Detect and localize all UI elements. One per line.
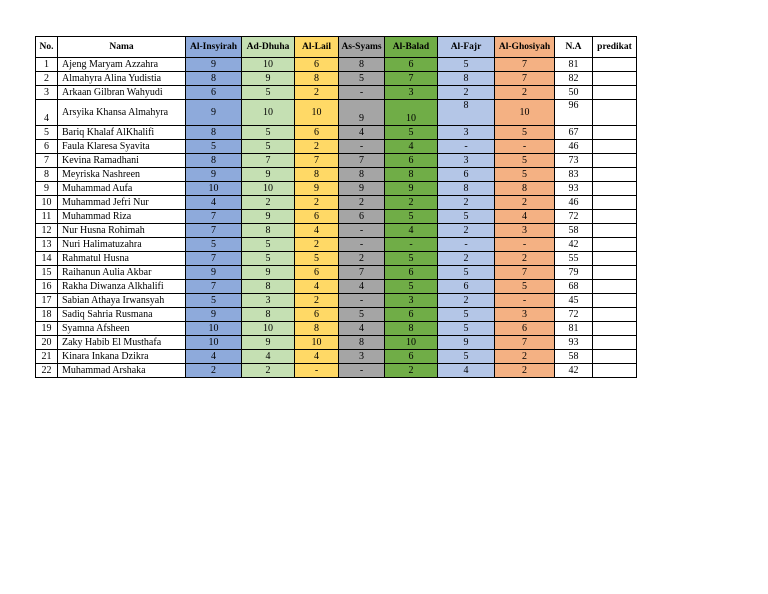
cell-ghosiyah: 2 bbox=[495, 364, 555, 378]
cell-lail: 9 bbox=[295, 182, 339, 196]
cell-syams: 8 bbox=[339, 168, 385, 182]
cell-fajr: 5 bbox=[438, 210, 495, 224]
cell-no: 8 bbox=[36, 168, 58, 182]
table-row bbox=[36, 100, 637, 126]
cell-balad: 6 bbox=[385, 154, 438, 168]
cell-predikat bbox=[593, 196, 637, 210]
cell-fajr: 2 bbox=[438, 224, 495, 238]
cell-syams: 6 bbox=[339, 210, 385, 224]
cell-insyirah: 10 bbox=[186, 322, 242, 336]
cell-no: 6 bbox=[36, 140, 58, 154]
cell-insyirah: 10 bbox=[186, 182, 242, 196]
table-row bbox=[36, 266, 637, 280]
cell-fajr: 2 bbox=[438, 196, 495, 210]
cell-insyirah: 7 bbox=[186, 280, 242, 294]
header-nama: Nama bbox=[58, 37, 186, 58]
cell-fajr: 5 bbox=[438, 58, 495, 72]
cell-fajr: 9 bbox=[438, 336, 495, 350]
header-as-syams: As-Syams bbox=[339, 37, 385, 58]
cell-name: Sadiq Sahria Rusmana bbox=[58, 308, 186, 322]
cell-fajr: - bbox=[438, 238, 495, 252]
cell-no: 22 bbox=[36, 364, 58, 378]
cell-predikat bbox=[593, 210, 637, 224]
cell-ghosiyah: 7 bbox=[495, 336, 555, 350]
cell-dhuha: 5 bbox=[242, 238, 295, 252]
cell-fajr: 5 bbox=[438, 308, 495, 322]
cell-lail: 4 bbox=[295, 224, 339, 238]
cell-insyirah: 9 bbox=[186, 100, 242, 126]
cell-fajr: 4 bbox=[438, 364, 495, 378]
cell-name: Almahyra Alina Yudistia bbox=[58, 72, 186, 86]
cell-predikat bbox=[593, 86, 637, 100]
cell-balad: 5 bbox=[385, 252, 438, 266]
table-row bbox=[36, 238, 637, 252]
cell-name: Muhammad Aufa bbox=[58, 182, 186, 196]
cell-syams: 9 bbox=[339, 100, 385, 126]
cell-fajr: 5 bbox=[438, 266, 495, 280]
cell-balad: 3 bbox=[385, 86, 438, 100]
header-na: N.A bbox=[555, 37, 593, 58]
cell-na: 79 bbox=[555, 266, 593, 280]
table-row bbox=[36, 140, 637, 154]
cell-predikat bbox=[593, 322, 637, 336]
cell-ghosiyah: 8 bbox=[495, 182, 555, 196]
cell-no: 19 bbox=[36, 322, 58, 336]
cell-name: Kevina Ramadhani bbox=[58, 154, 186, 168]
cell-ghosiyah: 7 bbox=[495, 72, 555, 86]
cell-na: 93 bbox=[555, 336, 593, 350]
cell-no: 21 bbox=[36, 350, 58, 364]
cell-insyirah: 7 bbox=[186, 210, 242, 224]
cell-name: Zaky Habib El Musthafa bbox=[58, 336, 186, 350]
cell-no: 18 bbox=[36, 308, 58, 322]
cell-insyirah: 4 bbox=[186, 196, 242, 210]
cell-predikat bbox=[593, 224, 637, 238]
cell-lail: 8 bbox=[295, 168, 339, 182]
table-row bbox=[36, 252, 637, 266]
cell-lail: 8 bbox=[295, 322, 339, 336]
cell-dhuha: 5 bbox=[242, 252, 295, 266]
cell-syams: 2 bbox=[339, 196, 385, 210]
cell-insyirah: 7 bbox=[186, 252, 242, 266]
cell-syams: 7 bbox=[339, 266, 385, 280]
cell-syams: 7 bbox=[339, 154, 385, 168]
cell-ghosiyah: 2 bbox=[495, 350, 555, 364]
cell-lail: 6 bbox=[295, 126, 339, 140]
cell-ghosiyah: - bbox=[495, 140, 555, 154]
cell-name: Meyriska Nashreen bbox=[58, 168, 186, 182]
cell-insyirah: 5 bbox=[186, 238, 242, 252]
cell-ghosiyah: 2 bbox=[495, 86, 555, 100]
cell-na: 72 bbox=[555, 308, 593, 322]
cell-balad: 7 bbox=[385, 72, 438, 86]
cell-no: 12 bbox=[36, 224, 58, 238]
table-row bbox=[36, 72, 637, 86]
cell-na: 46 bbox=[555, 196, 593, 210]
cell-predikat bbox=[593, 350, 637, 364]
cell-predikat bbox=[593, 168, 637, 182]
cell-balad: 6 bbox=[385, 308, 438, 322]
cell-name: Ajeng Maryam Azzahra bbox=[58, 58, 186, 72]
cell-syams: 9 bbox=[339, 182, 385, 196]
cell-dhuha: 9 bbox=[242, 210, 295, 224]
cell-balad: 6 bbox=[385, 58, 438, 72]
cell-balad: 10 bbox=[385, 100, 438, 126]
cell-syams: 2 bbox=[339, 252, 385, 266]
cell-lail: 2 bbox=[295, 86, 339, 100]
cell-dhuha: 8 bbox=[242, 280, 295, 294]
cell-balad: 2 bbox=[385, 196, 438, 210]
table-row bbox=[36, 336, 637, 350]
cell-ghosiyah: 5 bbox=[495, 154, 555, 168]
cell-no: 20 bbox=[36, 336, 58, 350]
cell-lail: 6 bbox=[295, 266, 339, 280]
cell-dhuha: 10 bbox=[242, 182, 295, 196]
header-row bbox=[36, 37, 637, 58]
table-row bbox=[36, 280, 637, 294]
cell-dhuha: 3 bbox=[242, 294, 295, 308]
cell-na: 67 bbox=[555, 126, 593, 140]
cell-fajr: 2 bbox=[438, 294, 495, 308]
cell-na: 82 bbox=[555, 72, 593, 86]
cell-ghosiyah: 5 bbox=[495, 126, 555, 140]
cell-insyirah: 6 bbox=[186, 86, 242, 100]
cell-predikat bbox=[593, 252, 637, 266]
cell-lail: 10 bbox=[295, 100, 339, 126]
cell-na: 58 bbox=[555, 224, 593, 238]
cell-fajr: 6 bbox=[438, 280, 495, 294]
cell-na: 93 bbox=[555, 182, 593, 196]
cell-predikat bbox=[593, 280, 637, 294]
cell-predikat bbox=[593, 294, 637, 308]
cell-na: 81 bbox=[555, 322, 593, 336]
cell-dhuha: 5 bbox=[242, 86, 295, 100]
cell-predikat bbox=[593, 140, 637, 154]
cell-syams: 3 bbox=[339, 350, 385, 364]
cell-fajr: 2 bbox=[438, 252, 495, 266]
cell-balad: - bbox=[385, 238, 438, 252]
cell-name: Rakha Diwanza Alkhalifi bbox=[58, 280, 186, 294]
cell-na: 45 bbox=[555, 294, 593, 308]
cell-name: Muhammad Riza bbox=[58, 210, 186, 224]
cell-name: Nur Husna Rohimah bbox=[58, 224, 186, 238]
cell-insyirah: 10 bbox=[186, 336, 242, 350]
cell-fajr: 3 bbox=[438, 154, 495, 168]
cell-name: Muhammad Arshaka bbox=[58, 364, 186, 378]
table-row bbox=[36, 322, 637, 336]
cell-lail: 6 bbox=[295, 58, 339, 72]
cell-lail: 5 bbox=[295, 252, 339, 266]
cell-na: 46 bbox=[555, 140, 593, 154]
cell-insyirah: 2 bbox=[186, 364, 242, 378]
cell-dhuha: 10 bbox=[242, 58, 295, 72]
cell-dhuha: 9 bbox=[242, 72, 295, 86]
cell-insyirah: 4 bbox=[186, 350, 242, 364]
header-no: No. bbox=[36, 37, 58, 58]
cell-predikat bbox=[593, 58, 637, 72]
cell-lail: 4 bbox=[295, 350, 339, 364]
cell-no: 10 bbox=[36, 196, 58, 210]
cell-no: 15 bbox=[36, 266, 58, 280]
cell-name: Arkaan Gilbran Wahyudi bbox=[58, 86, 186, 100]
cell-no: 16 bbox=[36, 280, 58, 294]
cell-na: 81 bbox=[555, 58, 593, 72]
cell-predikat bbox=[593, 336, 637, 350]
cell-dhuha: 5 bbox=[242, 126, 295, 140]
cell-insyirah: 5 bbox=[186, 140, 242, 154]
cell-no: 4 bbox=[36, 100, 58, 126]
table-row bbox=[36, 308, 637, 322]
cell-balad: 8 bbox=[385, 322, 438, 336]
cell-dhuha: 10 bbox=[242, 322, 295, 336]
cell-ghosiyah: 10 bbox=[495, 100, 555, 126]
cell-syams: - bbox=[339, 86, 385, 100]
cell-name: Syamna Afsheen bbox=[58, 322, 186, 336]
cell-syams: - bbox=[339, 364, 385, 378]
cell-fajr: 5 bbox=[438, 350, 495, 364]
cell-name: Kinara Inkana Dzikra bbox=[58, 350, 186, 364]
cell-name: Arsyika Khansa Almahyra bbox=[58, 100, 186, 126]
cell-balad: 10 bbox=[385, 336, 438, 350]
cell-predikat bbox=[593, 182, 637, 196]
cell-na: 58 bbox=[555, 350, 593, 364]
cell-dhuha: 2 bbox=[242, 364, 295, 378]
cell-fajr: 8 bbox=[438, 182, 495, 196]
table-row bbox=[36, 154, 637, 168]
header-al-fajr: Al-Fajr bbox=[438, 37, 495, 58]
cell-insyirah: 9 bbox=[186, 308, 242, 322]
cell-no: 11 bbox=[36, 210, 58, 224]
cell-no: 13 bbox=[36, 238, 58, 252]
cell-syams: - bbox=[339, 294, 385, 308]
header-al-ghosiyah: Al-Ghosiyah bbox=[495, 37, 555, 58]
cell-predikat bbox=[593, 364, 637, 378]
cell-dhuha: 7 bbox=[242, 154, 295, 168]
cell-syams: 5 bbox=[339, 72, 385, 86]
cell-balad: 6 bbox=[385, 266, 438, 280]
cell-ghosiyah: 4 bbox=[495, 210, 555, 224]
cell-insyirah: 9 bbox=[186, 168, 242, 182]
cell-dhuha: 8 bbox=[242, 224, 295, 238]
cell-dhuha: 9 bbox=[242, 266, 295, 280]
header-al-lail: Al-Lail bbox=[295, 37, 339, 58]
cell-name: Sabian Athaya Irwansyah bbox=[58, 294, 186, 308]
cell-insyirah: 9 bbox=[186, 58, 242, 72]
cell-ghosiyah: 6 bbox=[495, 322, 555, 336]
cell-predikat bbox=[593, 308, 637, 322]
cell-na: 42 bbox=[555, 364, 593, 378]
cell-dhuha: 8 bbox=[242, 308, 295, 322]
cell-balad: 5 bbox=[385, 210, 438, 224]
cell-syams: 5 bbox=[339, 308, 385, 322]
cell-fajr: 3 bbox=[438, 126, 495, 140]
cell-no: 5 bbox=[36, 126, 58, 140]
table-row bbox=[36, 196, 637, 210]
cell-syams: - bbox=[339, 140, 385, 154]
cell-fajr: 5 bbox=[438, 322, 495, 336]
cell-na: 68 bbox=[555, 280, 593, 294]
cell-insyirah: 5 bbox=[186, 294, 242, 308]
cell-balad: 2 bbox=[385, 364, 438, 378]
cell-fajr: 8 bbox=[438, 72, 495, 86]
table-row bbox=[36, 364, 637, 378]
cell-lail: - bbox=[295, 364, 339, 378]
cell-ghosiyah: 5 bbox=[495, 168, 555, 182]
cell-syams: 4 bbox=[339, 126, 385, 140]
table-row bbox=[36, 182, 637, 196]
cell-fajr: 8 bbox=[438, 100, 495, 126]
cell-lail: 2 bbox=[295, 196, 339, 210]
cell-lail: 8 bbox=[295, 72, 339, 86]
cell-syams: 8 bbox=[339, 336, 385, 350]
cell-insyirah: 9 bbox=[186, 266, 242, 280]
cell-name: Rahmatul Husna bbox=[58, 252, 186, 266]
cell-insyirah: 8 bbox=[186, 126, 242, 140]
cell-fajr: - bbox=[438, 140, 495, 154]
cell-balad: 5 bbox=[385, 280, 438, 294]
table-row bbox=[36, 224, 637, 238]
cell-ghosiyah: - bbox=[495, 294, 555, 308]
cell-dhuha: 2 bbox=[242, 196, 295, 210]
cell-ghosiyah: 5 bbox=[495, 280, 555, 294]
table-row bbox=[36, 58, 637, 72]
cell-dhuha: 5 bbox=[242, 140, 295, 154]
cell-no: 2 bbox=[36, 72, 58, 86]
cell-lail: 6 bbox=[295, 210, 339, 224]
table-row bbox=[36, 294, 637, 308]
cell-ghosiyah: 7 bbox=[495, 58, 555, 72]
cell-na: 42 bbox=[555, 238, 593, 252]
cell-ghosiyah: - bbox=[495, 238, 555, 252]
cell-lail: 2 bbox=[295, 140, 339, 154]
cell-balad: 4 bbox=[385, 140, 438, 154]
cell-syams: 8 bbox=[339, 58, 385, 72]
cell-balad: 4 bbox=[385, 224, 438, 238]
table-row bbox=[36, 210, 637, 224]
cell-predikat bbox=[593, 72, 637, 86]
cell-name: Raihanun Aulia Akbar bbox=[58, 266, 186, 280]
grades-table-body bbox=[36, 58, 637, 378]
cell-lail: 10 bbox=[295, 336, 339, 350]
cell-ghosiyah: 3 bbox=[495, 224, 555, 238]
cell-no: 7 bbox=[36, 154, 58, 168]
cell-lail: 2 bbox=[295, 294, 339, 308]
grades-table bbox=[35, 36, 637, 378]
cell-predikat bbox=[593, 126, 637, 140]
cell-no: 1 bbox=[36, 58, 58, 72]
cell-lail: 2 bbox=[295, 238, 339, 252]
cell-no: 9 bbox=[36, 182, 58, 196]
cell-na: 50 bbox=[555, 86, 593, 100]
cell-balad: 3 bbox=[385, 294, 438, 308]
cell-na: 96 bbox=[555, 100, 593, 126]
cell-syams: - bbox=[339, 224, 385, 238]
cell-syams: 4 bbox=[339, 322, 385, 336]
cell-syams: - bbox=[339, 238, 385, 252]
table-row bbox=[36, 168, 637, 182]
cell-dhuha: 9 bbox=[242, 168, 295, 182]
cell-name: Muhammad Jefri Nur bbox=[58, 196, 186, 210]
header-al-balad: Al-Balad bbox=[385, 37, 438, 58]
cell-na: 73 bbox=[555, 154, 593, 168]
cell-no: 17 bbox=[36, 294, 58, 308]
cell-na: 83 bbox=[555, 168, 593, 182]
header-predikat: predikat bbox=[593, 37, 637, 58]
cell-predikat bbox=[593, 100, 637, 126]
table-row bbox=[36, 350, 637, 364]
cell-balad: 9 bbox=[385, 182, 438, 196]
cell-no: 14 bbox=[36, 252, 58, 266]
cell-predikat bbox=[593, 238, 637, 252]
cell-insyirah: 7 bbox=[186, 224, 242, 238]
table-row bbox=[36, 86, 637, 100]
cell-insyirah: 8 bbox=[186, 72, 242, 86]
cell-ghosiyah: 3 bbox=[495, 308, 555, 322]
cell-lail: 6 bbox=[295, 308, 339, 322]
cell-name: Faula Klaresa Syavita bbox=[58, 140, 186, 154]
cell-balad: 6 bbox=[385, 350, 438, 364]
cell-dhuha: 10 bbox=[242, 100, 295, 126]
cell-predikat bbox=[593, 154, 637, 168]
cell-fajr: 2 bbox=[438, 86, 495, 100]
cell-fajr: 6 bbox=[438, 168, 495, 182]
cell-balad: 8 bbox=[385, 168, 438, 182]
header-al-insyirah: Al-Insyirah bbox=[186, 37, 242, 58]
cell-lail: 4 bbox=[295, 280, 339, 294]
cell-na: 55 bbox=[555, 252, 593, 266]
cell-na: 72 bbox=[555, 210, 593, 224]
cell-name: Nuri Halimatuzahra bbox=[58, 238, 186, 252]
header-ad-dhuha: Ad-Dhuha bbox=[242, 37, 295, 58]
cell-ghosiyah: 2 bbox=[495, 196, 555, 210]
cell-syams: 4 bbox=[339, 280, 385, 294]
cell-balad: 5 bbox=[385, 126, 438, 140]
cell-dhuha: 9 bbox=[242, 336, 295, 350]
cell-lail: 7 bbox=[295, 154, 339, 168]
cell-insyirah: 8 bbox=[186, 154, 242, 168]
cell-no: 3 bbox=[36, 86, 58, 100]
cell-predikat bbox=[593, 266, 637, 280]
cell-ghosiyah: 7 bbox=[495, 266, 555, 280]
table-row bbox=[36, 126, 637, 140]
cell-name: Bariq Khalaf AlKhalifi bbox=[58, 126, 186, 140]
cell-ghosiyah: 2 bbox=[495, 252, 555, 266]
cell-dhuha: 4 bbox=[242, 350, 295, 364]
